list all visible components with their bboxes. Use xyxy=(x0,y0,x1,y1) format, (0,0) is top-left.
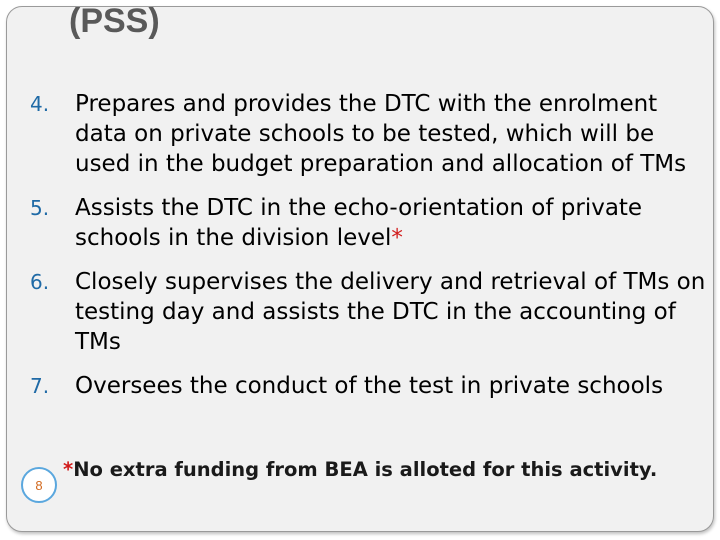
list-item xyxy=(7,371,713,401)
list-item xyxy=(7,267,713,357)
footnote-text: No extra funding from BEA is alloted for this activity. xyxy=(73,458,658,481)
slide-title-line-2: (PSS) xyxy=(69,6,160,40)
responsibility-list xyxy=(7,89,713,415)
item-text: Assists the DTC in the echo-orientation of private schools in the division level xyxy=(75,195,643,251)
item-number: 5. xyxy=(30,196,50,220)
page-number-badge xyxy=(21,467,57,503)
item-text: Closely supervises the delivery and retrieval of TMs on testing day and assists the DTC in the accounting of TMs xyxy=(75,269,706,355)
page-number: 8 xyxy=(35,477,43,493)
asterisk-marker: * xyxy=(391,225,403,251)
slide-frame xyxy=(6,6,714,532)
item-text: Prepares and provides the DTC with the enrolment data on private schools to be tested, which will be used in the budget preparation and allocation of TMs xyxy=(75,91,687,177)
list-item xyxy=(7,193,713,253)
footnote-star: * xyxy=(63,458,74,481)
list-item xyxy=(7,89,713,179)
item-number: 4. xyxy=(30,92,50,116)
slide-title xyxy=(69,6,562,41)
item-number: 7. xyxy=(30,374,50,398)
item-number: 6. xyxy=(30,270,50,294)
footnote xyxy=(63,457,657,483)
item-text: Oversees the conduct of the test in private schools xyxy=(75,373,664,399)
